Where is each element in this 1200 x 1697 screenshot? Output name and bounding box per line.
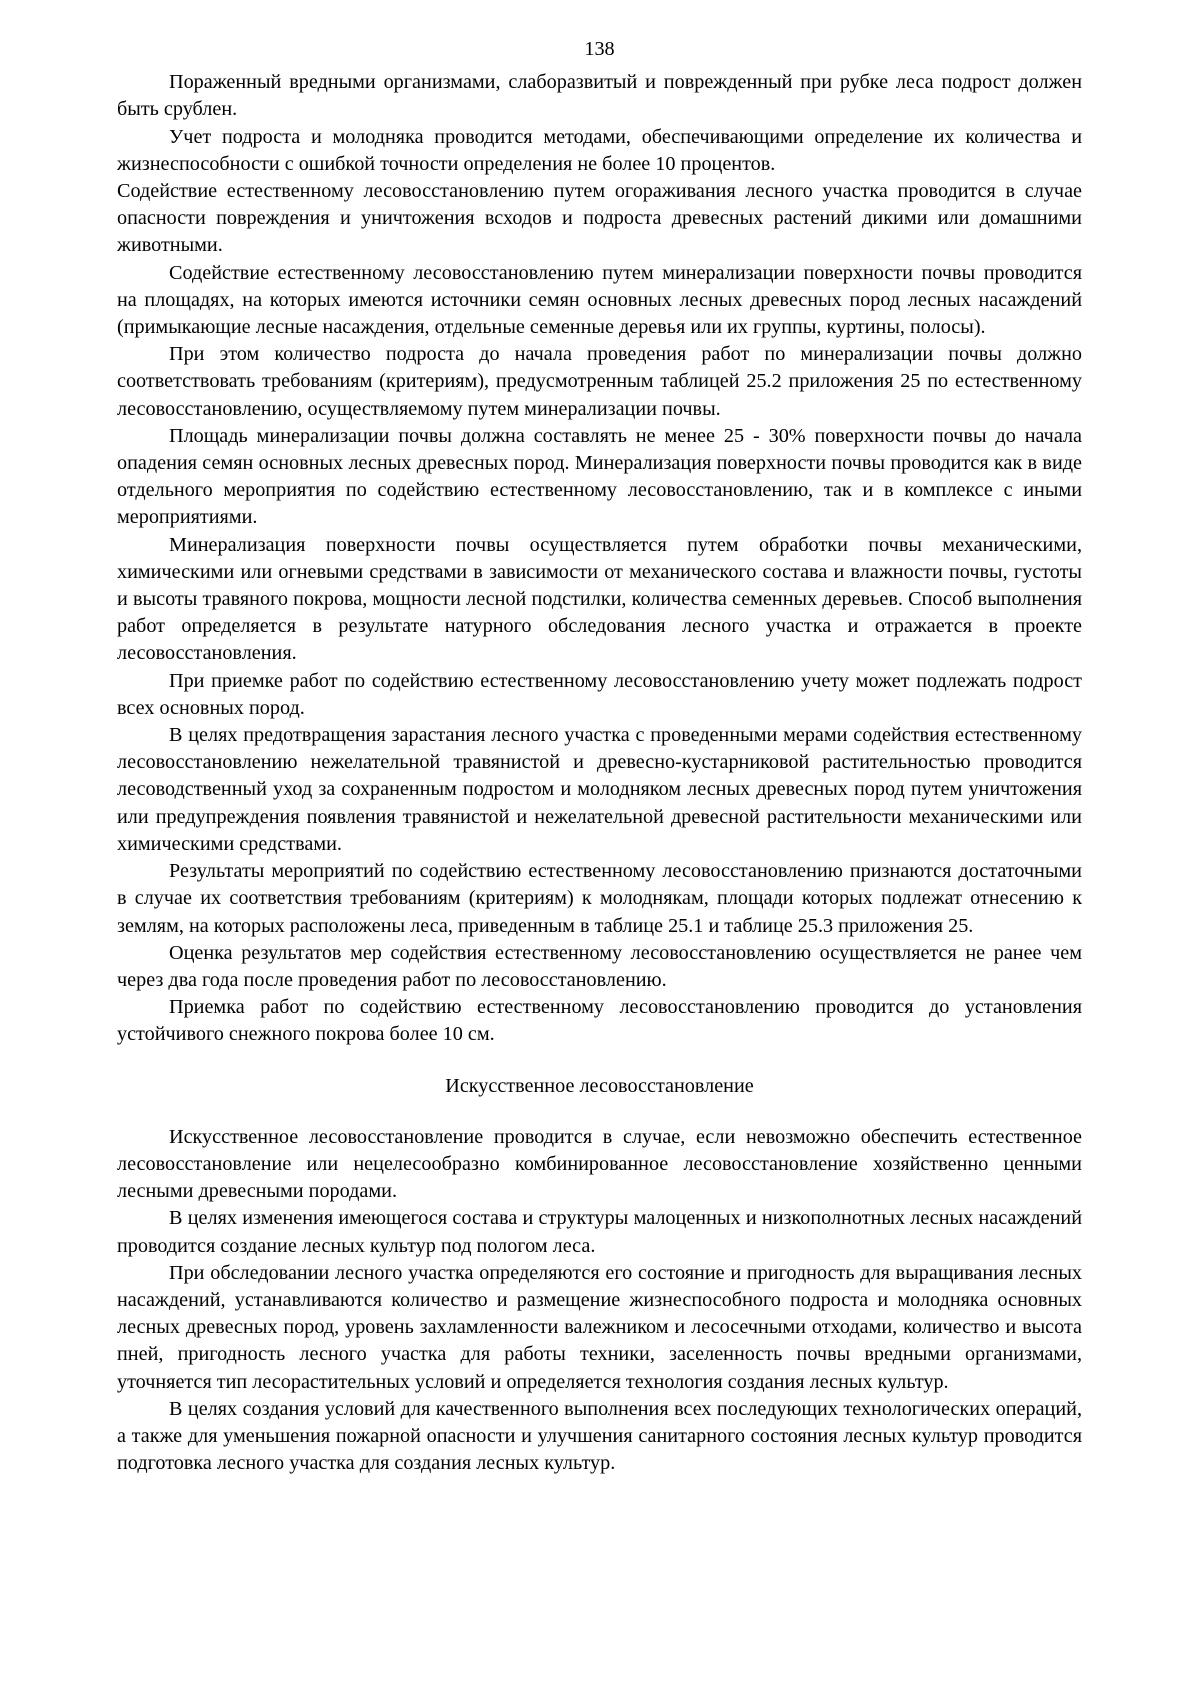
paragraph: При обследовании лесного участка определяются его состояние и пригодность для выращивания лесных насаждений, устанавливаются количество и размещение жизнеспособного подроста и молодняка основных лесных древесных пород, уровень захламленности валежником и лесосечными отходами, количество и высота пней, пригодность лесного участка для работы техники, заселенность почвы вредными организмами, уточняется тип лесорастительных условий и определяется технология создания лесных культур. [117,1261,1082,1393]
paragraph: Искусственное лесовосстановление проводится в случае, если невозможно обеспечить естественное лесовосстановление или нецелесообразно комбинированное лесовосстановление хозяйственно ценными лесными древесными породами. [117,1125,1082,1203]
paragraph: В целях предотвращения зарастания лесного участка с проведенными мерами содействия естественному лесовосстановлению нежелательной травянистой и древесно-кустарниковой растительностью проводится лесоводственный уход за сохраненным подростом и молодняком лесных древесных пород путем уничтожения или предупреждения появления травянистой и нежелательной древесной растительности механическими или химическими средствами. [117,724,1082,855]
paragraph: Учет подроста и молодняка проводится методами, обеспечивающими определение их количества и жизнеспособности с ошибкой точности определения не более 10 процентов. [117,125,1082,175]
paragraph: В целях создания условий для качественного выполнения всех последующих технологических операций, а также для уменьшения пожарной опасности и улучшения санитарного состояния лесных культур проводится подготовка лесного участка для создания лесных культур. [117,1397,1082,1475]
paragraph: Пораженный вредными организмами, слаборазвитый и поврежденный при рубке леса подрост должен быть срублен. [117,71,1082,121]
paragraph: Приемка работ по содействию естественному лесовосстановлению проводится до установления устойчивого снежного покрова более 10 см. [117,996,1082,1046]
document-page [117,36,1082,1477]
paragraph: В целях изменения имеющегося состава и структуры малоценных и низкополнотных лесных насаждений проводится создание лесных культур под пологом леса. [117,1207,1082,1257]
page-number: 138 [584,38,615,60]
paragraph: Минерализация поверхности почвы осуществляется путем обработки почвы механическими, химическими или огневыми средствами в зависимости от механического состава и влажности почвы, густоты и высоты травяного покрова, мощности лесной подстилки, количества семенных деревьев. Способ выполнения работ определяется в результате натурного обследования лесного участка и отражается в проекте лесовосстановления. [117,533,1082,665]
paragraph: Оценка результатов мер содействия естественному лесовосстановлению осуществляется не ранее чем через два года после проведения работ по лесовосстановлению. [117,941,1082,991]
paragraph: Содействие естественному лесовосстановлению путем огораживания лесного участка проводится в случае опасности повреждения и уничтожения всходов и подроста древесных растений дикими или домашними животными. [117,180,1082,257]
section-heading: Искусственное лесовосстановление [445,1074,754,1097]
paragraph: Содействие естественному лесовосстановлению путем минерализации поверхности почвы проводится на площадях, на которых имеются источники семян основных лесных древесных пород лесных насаждений (примыкающие лесные насаждения, отдельные семенные деревья или их группы, куртины, полосы). [117,261,1082,339]
paragraph: Площадь минерализации почвы должна составлять не менее 25 - 30% поверхности почвы до начала опадения семян основных лесных древесных пород. Минерализация поверхности почвы проводится как в виде отдельного мероприятия по содействию естественному лесовосстановлению, так и в комплексе с иными мероприятиями. [117,424,1082,529]
paragraph: При приемке работ по содействию естественному лесовосстановлению учету может подлежать подрост всех основных пород. [117,669,1082,719]
paragraph: При этом количество подроста до начала проведения работ по минерализации почвы должно соответствовать требованиям (критериям), предусмотренным таблицей 25.2 приложения 25 по естественному лесовосстановлению, осуществляемому путем минерализации почвы. [117,343,1082,420]
paragraph: Результаты мероприятий по содействию естественному лесовосстановлению признаются достаточными в случае их соответствия требованиям (критериям) к молоднякам, площади которых подлежат отнесению к землям, на которых расположены леса, приведенным в таблице 25.1 и таблице 25.3 приложения 25. [117,860,1082,937]
